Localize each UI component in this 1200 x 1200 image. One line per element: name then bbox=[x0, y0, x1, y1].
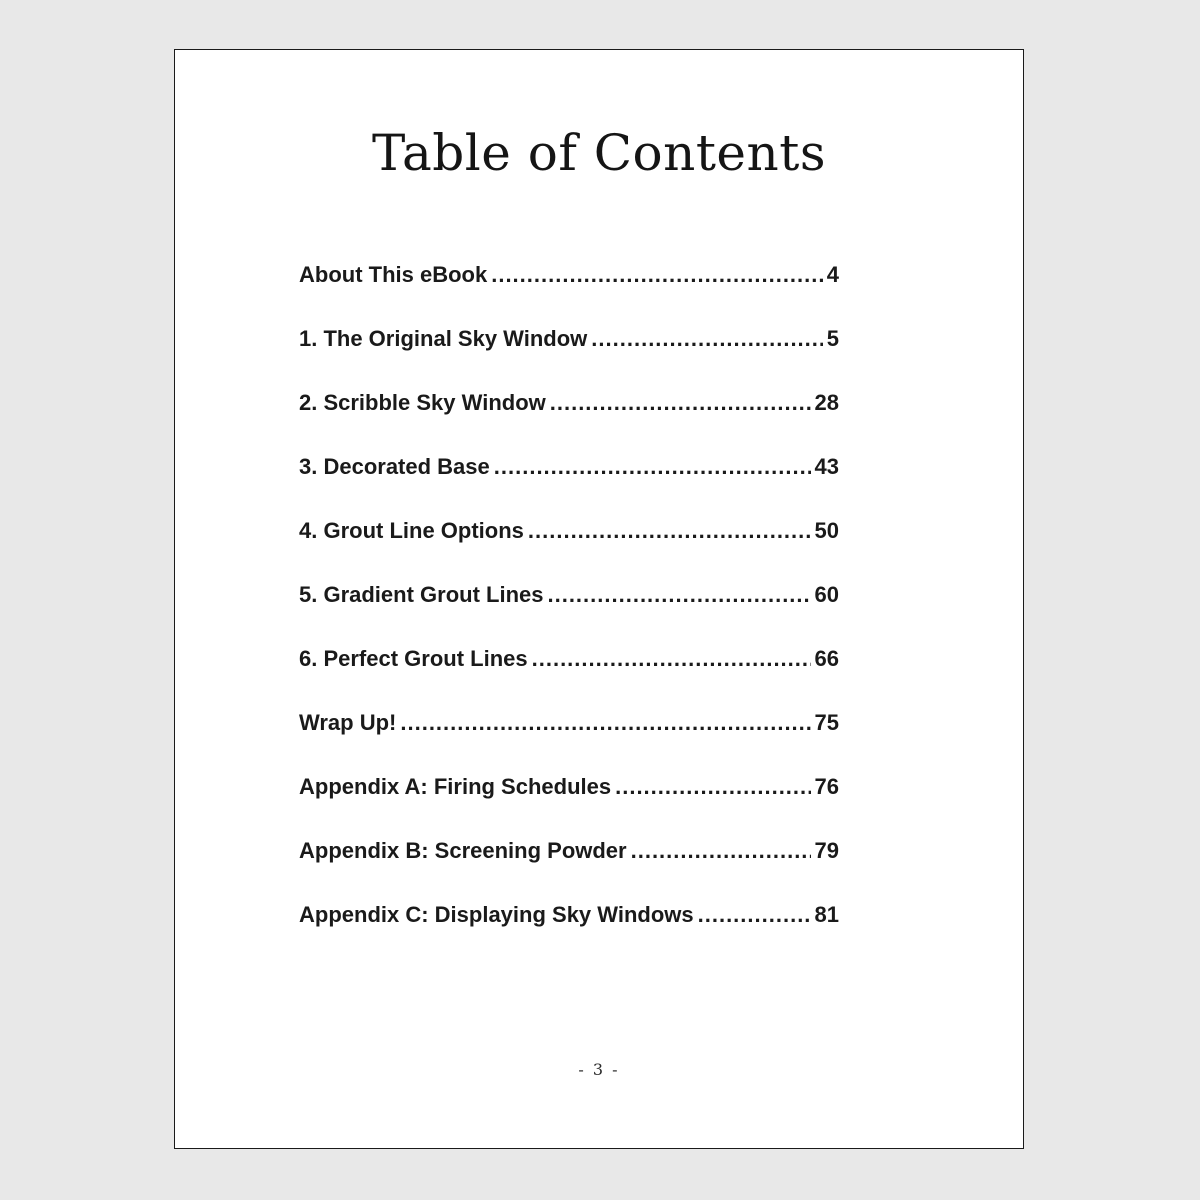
toc-entry-title: Appendix A: Firing Schedules bbox=[299, 774, 612, 799]
toc-entry[interactable] bbox=[299, 326, 839, 390]
toc-entry[interactable] bbox=[299, 902, 839, 966]
toc-entry[interactable] bbox=[299, 454, 839, 518]
dot-leader bbox=[491, 262, 823, 288]
dot-leader bbox=[400, 710, 810, 736]
dot-leader bbox=[532, 646, 811, 672]
toc-entry-page: 50 bbox=[814, 518, 839, 543]
toc-entry-title: 4. Grout Line Options bbox=[299, 518, 524, 543]
toc-entry-title: About This eBook bbox=[299, 262, 488, 287]
toc-entry-page: 28 bbox=[814, 390, 839, 415]
dot-leader bbox=[528, 518, 811, 544]
toc-entry-page: 60 bbox=[814, 582, 839, 607]
toc-entry-page: 66 bbox=[814, 646, 839, 671]
toc-entry-page: 79 bbox=[814, 838, 839, 863]
dot-leader bbox=[591, 326, 822, 352]
toc-entry[interactable] bbox=[299, 646, 839, 710]
dot-leader bbox=[550, 390, 811, 416]
toc-entry[interactable] bbox=[299, 582, 839, 646]
toc-entry[interactable] bbox=[299, 710, 839, 774]
toc-entry-page: 76 bbox=[814, 774, 839, 799]
toc-entry[interactable] bbox=[299, 390, 839, 454]
page-number: - 3 - bbox=[578, 1060, 620, 1079]
toc-entry-title: 6. Perfect Grout Lines bbox=[299, 646, 528, 671]
dot-leader bbox=[547, 582, 810, 608]
toc-entry-title: Appendix C: Displaying Sky Windows bbox=[299, 902, 694, 927]
toc-entry-title: 5. Gradient Grout Lines bbox=[299, 582, 544, 607]
toc-entry-page: 75 bbox=[814, 710, 839, 735]
dot-leader bbox=[494, 454, 811, 480]
page-title: Table of Contents bbox=[372, 124, 826, 182]
toc-entry-page: 4 bbox=[826, 262, 839, 287]
toc-entry-title: 2. Scribble Sky Window bbox=[299, 390, 546, 415]
toc-entry-title: 1. The Original Sky Window bbox=[299, 326, 588, 351]
toc-entry[interactable] bbox=[299, 774, 839, 838]
toc-entry-page: 5 bbox=[826, 326, 839, 351]
toc-list bbox=[299, 262, 839, 966]
dot-leader bbox=[631, 838, 811, 864]
toc-entry[interactable] bbox=[299, 518, 839, 582]
document-page bbox=[174, 49, 1024, 1149]
toc-entry-page: 81 bbox=[814, 902, 839, 927]
toc-entry[interactable] bbox=[299, 838, 839, 902]
toc-entry[interactable] bbox=[299, 262, 839, 326]
dot-leader bbox=[615, 774, 810, 800]
toc-entry-title: Appendix B: Screening Powder bbox=[299, 838, 627, 863]
toc-entry-page: 43 bbox=[814, 454, 839, 479]
toc-entry-title: 3. Decorated Base bbox=[299, 454, 490, 479]
toc-entry-title: Wrap Up! bbox=[299, 710, 397, 735]
dot-leader bbox=[698, 902, 811, 928]
